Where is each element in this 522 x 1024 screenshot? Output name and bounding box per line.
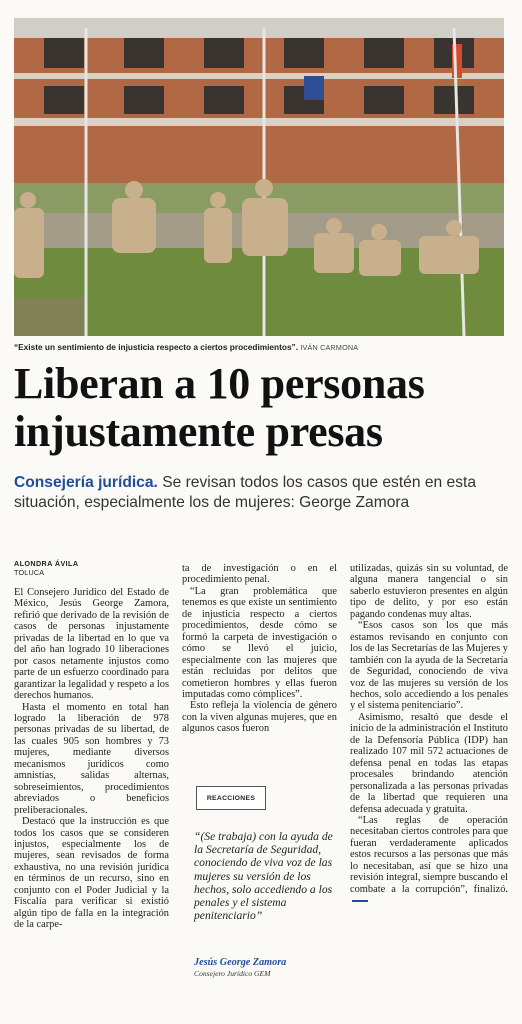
photo-caption — [14, 342, 514, 353]
byline-author: ALONDRA ÁVILA — [14, 559, 79, 568]
article-column-2 — [182, 563, 337, 735]
reactions-box: REACCIONES — [196, 786, 266, 810]
paragraph-final — [350, 815, 508, 907]
paragraph: Esto refleja la violencia de género con la viven algunas mujeres, que en algunos casos fueron — [182, 700, 337, 735]
byline — [14, 559, 78, 577]
prison-yard-photo — [14, 18, 504, 336]
end-mark — [352, 900, 368, 902]
paragraph: “Esos casos son los que más estamos revisando en conjunto con los de las Secretarías de las Mujeres y también con la ayuda de la Secretaría de Seguridad, conociendo de viva voz de las mujeres su versión de los hechos, solo accediendo a los penales y el sistema penitenciario”. — [350, 620, 508, 712]
byline-city: TOLUCA — [14, 568, 45, 577]
pull-quote-author: Jesús George Zamora — [194, 957, 287, 968]
paragraph: Hasta el momento en total han logrado la liberación de 978 personas privadas de su libertad, de las cuales 905 son hombres y 73 mujeres, mediante diversos mecanismos jurídicos como amnistías, salidas alternas, sobreseimientos, procedimientos abreviados o beneficios preliberacionales. — [14, 701, 169, 816]
photo-credit: IVÁN CARMONA — [300, 343, 359, 352]
headline: Liberan a 10 personas injustamente presas — [14, 359, 425, 456]
paragraph: Destacó que la instrucción es que todos los casos que se consideren injustos, especialmente los de mujeres, sean revisados de forma exhaustiva, no una revisión jurídica en términos de un recurso, sino en conjunto con el Poder Judicial y la Fiscalía para verificar si existió algún tipo de falla en la integración de la carpe- — [14, 816, 169, 931]
caption-text: “Existe un sentimiento de injusticia respecto a ciertos procedimientos”. — [14, 342, 299, 352]
photo-illustration — [14, 18, 504, 336]
pull-quote-role: Consejero Jurídico GEM — [194, 969, 271, 978]
paragraph: “La gran problemática que tenemos es que existe un sentimiento de injusticia respecto a ciertos procedimientos, desde cómo se formó la carpeta de investigación o cómo se llevó el juicio, especialmente con las mujeres que están recluidas por delitos que cometieron hombres y ellas fueron imputadas como cómplices”. — [182, 585, 337, 700]
paragraph: ta de investigación o en el procedimiento penal. — [182, 563, 337, 586]
paragraph-final-text: “Las reglas de operación necesitaban ciertos controles para que fueran verdaderamente aplicados estos recursos a las personas que más lo necesitaban, así que se hizo una revisión integral, siempre buscando el combate a la corrupción”, finalizó. — [350, 814, 508, 895]
pull-quote: “(Se trabaja) con la ayuda de la Secretaría de Seguridad, conociendo de viva voz de las mujeres su versión de los hechos, solo accediendo a los penales y el sistema penitenciario” — [194, 830, 333, 923]
paragraph: utilizadas, quizás sin su voluntad, de alguna manera tangencial o sin saberlo estuvieron presentes en algún tipo de delito, y por eso están pagando condenas muy altas. — [350, 563, 508, 620]
article-column-1 — [14, 587, 169, 931]
deck — [14, 473, 514, 513]
deck-kicker: Consejería jurídica. — [14, 474, 158, 491]
paragraph: Asimismo, resaltó que desde el inicio de la administración el Instituto de la Defensoría Pública (IDP) han realizado 107 mil 572 actuaciones de defensa penal en todas las etapas procesales brindando atención personalizada a las personas privadas de la libertad que requieren una defensa adecuada y gratuita. — [350, 711, 508, 815]
deck-text: Se revisan todos los casos que estén en esta situación, especialmente los de mujeres: George Zamora — [14, 474, 477, 511]
paragraph: El Consejero Jurídico del Estado de México, Jesús George Zamora, refirió que derivado de la revisión de casos de personas injustamente privadas de la libertad en lo que va del año han logrado 10 liberaciones por casos netamente injustos como parte de un esfuerzo coordinado para garantizar la legalidad y respeto a los derechos humanos. — [14, 587, 169, 702]
article-column-3 — [350, 563, 508, 907]
